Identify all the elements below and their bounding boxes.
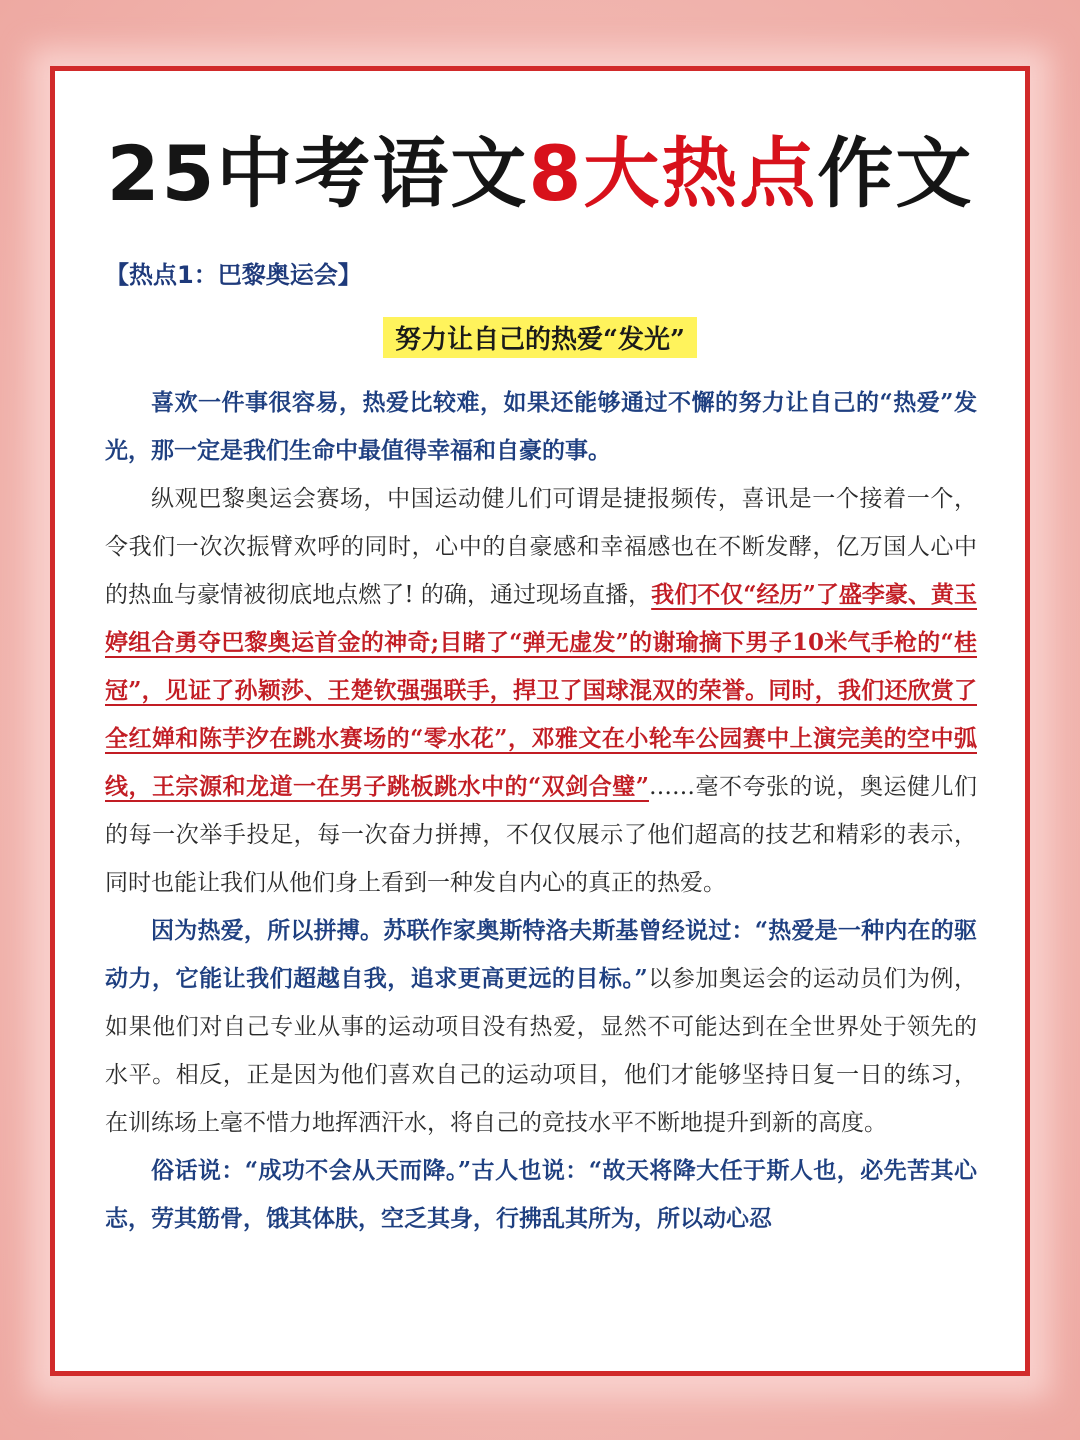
paragraph-2-highlight: 我们不仅“经历”了盛李豪、黄玉婷组合勇夺巴黎奥运首金的神奇;目睹了“弹无虚发”的谢瑜摘下男子10米气手枪的“桂冠”，见证了孙颖莎、王楚钦强强联手，捍卫了国球混双的荣誉。同时，我们还欣赏了全红婵和陈芋汐在跳水赛场的“零水花”，邓雅文在小轮车公园赛中上演完美的空中弧线，王宗源和龙道一在男子跳板跳水中的“双剑合璧” (105, 581, 977, 800)
paragraph-1-text: 喜欢一件事很容易，热爱比较难，如果还能够通过不懈的努力让自己的“热爱”发光，那一定是我们生命中最值得幸福和自豪的事。 (105, 389, 977, 464)
title-highlight: 8大热点 (528, 129, 818, 218)
paragraph-4 (105, 1147, 977, 1243)
essay-title-wrap (55, 317, 1025, 358)
paragraph-4-text: 俗话说：“成功不会从天而降。”古人也说：“故天将降大任于斯人也，必先苦其心志，劳其筋骨，饿其体肤，空乏其身，行拂乱其所为，所以动心忍 (105, 1157, 977, 1232)
paragraph-3-quote: 因为热爱，所以拼搏。苏联作家奥斯特洛夫斯基曾经说过：“热爱是一种内在的驱动力，它能让我们超越自我，追求更高更远的目标。” (105, 917, 977, 992)
paragraph-1 (105, 379, 977, 475)
paragraph-2 (105, 475, 977, 907)
paragraph-3-body: 以参加奥运会的运动员们为例，如果他们对自己专业从事的运动项目没有热爱，显然不可能达到在全世界处于领先的水平。相反，正是因为他们喜欢自己的运动项目，他们才能够坚持日复一日的练习，在训练场上毫不惜力地挥洒汗水，将自己的竞技水平不断地提升到新的高度。 (105, 966, 978, 1136)
paragraph-2-intro: 纵观巴黎奥运会赛场，中国运动健儿们可谓是捷报频传，喜讯是一个接着一个，令我们一次次振臂欢呼的同时，心中的自豪感和幸福感也在不断发酵，亿万国人心中的热血与豪情被彻底地点燃了! 的确，通过现场直播， (105, 486, 977, 608)
document-page (50, 66, 1030, 1376)
page-title (55, 129, 1025, 219)
essay-body (105, 379, 977, 1243)
paragraph-2-conclusion: ……毫不夸张的说，奥运健儿们的每一次举手投足，每一次奋力拼搏，不仅仅展示了他们超高的技艺和精彩的表示，同时也能让我们从他们身上看到一种发自内心的真正的热爱。 (105, 774, 977, 896)
title-suffix: 作文 (817, 129, 974, 218)
hotspot-label: 【热点1：巴黎奥运会】 (105, 261, 362, 289)
title-prefix: 25中考语文 (106, 129, 529, 218)
paragraph-3 (105, 907, 977, 1147)
essay-title: 努力让自己的热爱“发光” (383, 317, 697, 358)
